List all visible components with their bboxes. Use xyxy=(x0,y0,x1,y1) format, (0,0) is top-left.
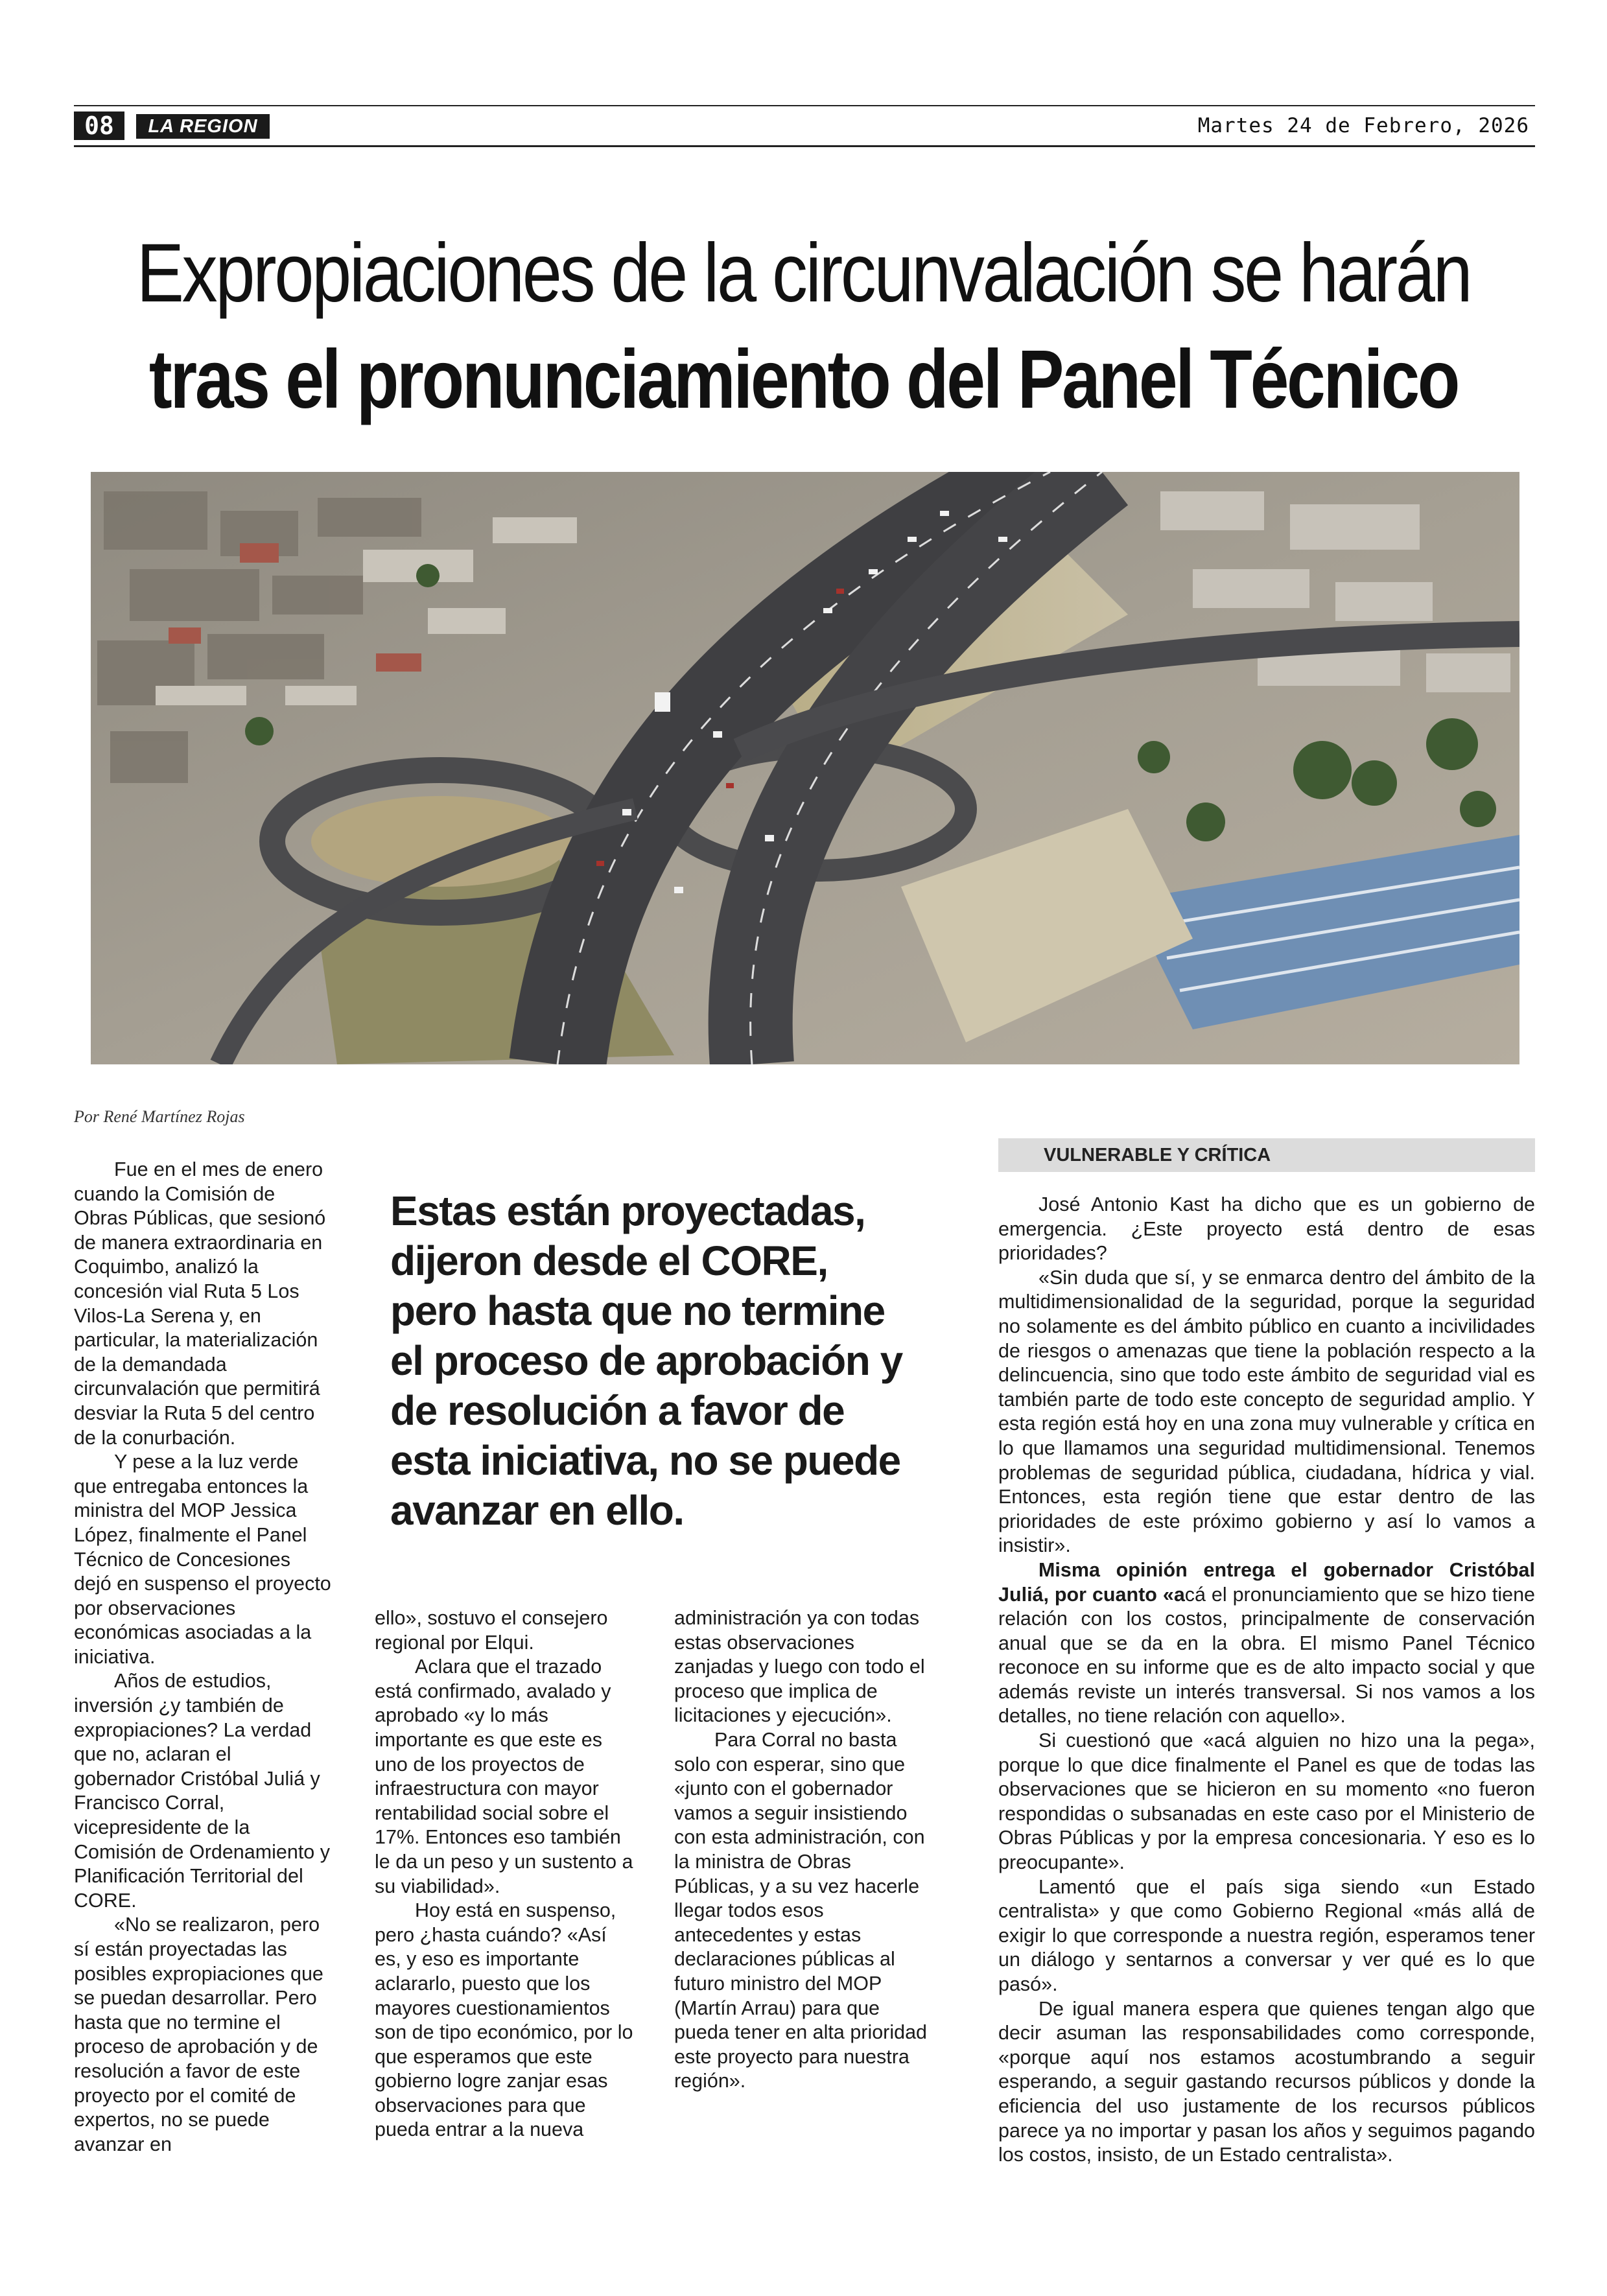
top-rule xyxy=(74,105,1535,106)
page-number: 08 xyxy=(74,111,124,140)
paragraph: Si cuestionó que «acá alguien no hizo una la pega», porque lo que dice finalmente el Panel es que de todas las observaciones que se hicieron en su momento «no fueron respondidas o subsanadas en este caso por el Ministerio de Obras Públicas y por la empresa concesionaria. Y eso es lo preocupante». xyxy=(998,1729,1535,1874)
paragraph: ello», sostuvo el consejero regional por Elqui. xyxy=(375,1607,608,1654)
headline-line-2: tras el pronunciamiento del Panel Técnico xyxy=(148,333,1459,426)
headline-line-1: Expropiaciones de la circunvalación se harán xyxy=(136,227,1471,320)
issue-date: Martes 24 de Febrero, 2026 xyxy=(1197,114,1529,137)
paragraph: Para Corral no basta solo con esperar, sino que «junto con el gobernador vamos a seguir insistiendo con esta administración, con la ministra de Obras Públicas, y a su vez hacerle llegar todos esos antecedentes y estas declaraciones públicas al futuro ministro del MOP (Martín Arrau) para que pueda tener en alta prioridad este proyecto para nuestra región». xyxy=(674,1728,928,2092)
paragraph-text: cá el pronunciamiento que se hizo tiene relación con los costos, principalmente de conservación anual que se da en la obra. El mismo Panel Técnico reconoce en su informe que es de alto impacto social y que además reviste un interés transversal. Si nos vamos a los detalles, no tiene relación con aquello». xyxy=(998,1583,1535,1728)
section-title: VULNERABLE Y CRÍTICA xyxy=(1044,1145,1271,1166)
paragraph: «Sin duda que sí, y se enmarca dentro del ámbito de la multidimensionalidad de la seguridad, porque la seguridad no solamente es del ámbito público en cuanto a incivilidades de riesgos o amenazas que tiene la población respecto a la delincuencia, sino que todo este ámbito de seguridad vial es también parte de todo este concepto de seguridad amplio. Y esta región está hoy en una zona muy vulnerable y crítica en lo que llamamos una seguridad multidimensional. Tenemos problemas de seguridad pública, ciudadana, hídrica y vial. Entonces, esta región tiene que estar dentro de las prioridades de este próximo gobierno y así lo vamos a insistir». xyxy=(998,1266,1535,1557)
paragraph: Lamentó que el país siga siendo «un Estado centralista» y que como Gobierno Regional «más allá de exigir lo que corresponde a nuestra región, esperamos tener un diálogo y sentarnos a conversar y ver qué es lo que pasó». xyxy=(998,1875,1535,1995)
paragraph: Fue en el mes de enero cuando la Comisión de Obras Públicas, que sesionó de manera extraordinaria en Coquimbo, analizó la concesión vial Ruta 5 Los Vilos-La Serena y, en particular, la materialización de la demandada circunvalación que permitirá desviar la Ruta 5 del centro de la conurbación. xyxy=(74,1158,326,1449)
article-column-1 xyxy=(74,1158,333,2157)
bold-lead: Misma opinión entrega el gobernador Cristóbal Juliá, por cuanto «a xyxy=(998,1558,1535,1606)
paragraph xyxy=(998,1558,1535,1729)
article-column-2 xyxy=(375,1606,634,2142)
newspaper-brand: LA REGION xyxy=(136,114,270,139)
paragraph: Y pese a la luz verde que entregaba entonces la ministra del MOP Jessica López, finalmente el Panel Técnico de Concesiones dejó en suspenso el proyecto por observaciones económicas asociadas a la iniciativa. xyxy=(74,1451,331,1668)
paragraph: Años de estudios, inversión ¿y también de expropiaciones? La verdad que no, aclaran el gobernador Cristóbal Juliá y Francisco Corral, vicepresidente de la Comisión de Ordenamiento y Planificación Territorial del CORE. xyxy=(74,1670,330,1912)
paragraph: «No se realizaron, pero sí están proyectadas las posibles expropiaciones que se puedan desarrollar. Pero hasta que no termine el proceso de aprobación y de resolución a favor de este proyecto por el comité de expertos, no se puede avanzar en xyxy=(74,1914,323,2155)
article-column-3 xyxy=(674,1606,933,2094)
section-banner xyxy=(998,1138,1535,1172)
paragraph: José Antonio Kast ha dicho que es un gobierno de emergencia. ¿Este proyecto está dentro de esas prioridades? xyxy=(998,1193,1535,1265)
byline: Por René Martínez Rojas xyxy=(74,1107,245,1126)
paragraph: De igual manera espera que quienes tengan algo que decir asuman las responsabilidades como corresponde, «porque aquí nos estamos acostumbrando a seguir esperando, a seguir gastando recursos públicos y donde la eficiencia del uso justamente de los recursos públicos parece ya no importar y pasan los años y seguimos pagando los costos, insisto, de un Estado centralista». xyxy=(998,1997,1535,2166)
masthead-rule xyxy=(74,145,1535,147)
highway-aerial-illustration xyxy=(91,472,1519,1064)
pull-quote: Estas están proyectadas, dijeron desde el CORE, pero hasta que no termine el proceso de aprobación y de resolución a favor de esta iniciativa, no se puede avanzar en ello. xyxy=(390,1188,902,1534)
highway-aerial-photo xyxy=(91,472,1519,1064)
paragraph: Hoy está en suspenso, pero ¿hasta cuándo? «Así es, y eso es importante aclararlo, puesto que los mayores cuestionamientos son de tipo económico, por lo que esperamos que este gobierno logre zanjar esas observaciones para que pueda entrar a la nueva xyxy=(375,1899,633,2141)
paragraph: Aclara que el trazado está confirmado, avalado y aprobado «y lo más importante es que este es uno de los proyectos de infraestructura con mayor rentabilidad social sobre el 17%. Entonces eso también le da un peso y un sustento a su viabilidad». xyxy=(375,1656,633,1897)
article-column-4 xyxy=(998,1193,1535,2168)
paragraph: administración ya con todas estas observaciones zanjadas y luego con todo el proceso que implica de licitaciones y ejecución». xyxy=(674,1607,925,1727)
